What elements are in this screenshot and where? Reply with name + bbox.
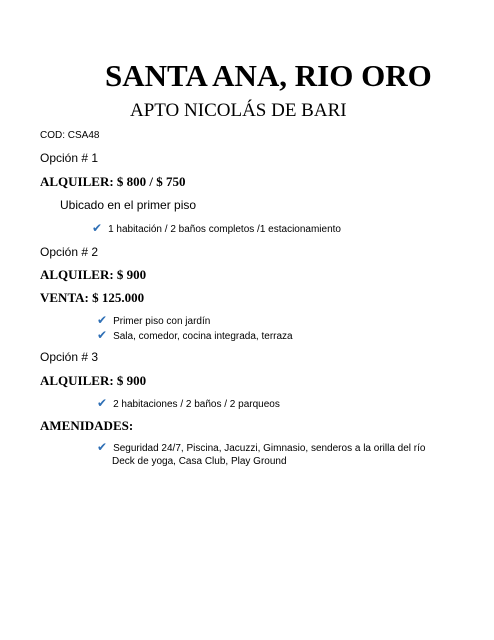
option1-rent: ALQUILER: $ 800 / $ 750 [40,174,186,189]
option2-sale: VENTA: $ 125.000 [40,290,145,305]
list-item-text: 2 habitaciones / 2 baños / 2 parqueos [113,399,280,410]
option1-heading: Opción # 1 [40,151,99,165]
amenities-heading: AMENIDADES: [40,418,134,433]
option1-item [92,221,341,235]
property-code: COD: CSA48 [40,130,100,141]
list-item-text: 1 habitación / 2 baños completos /1 estacionamiento [108,224,341,235]
option2-heading: Opción # 2 [40,245,99,259]
check-icon: ✔ [97,440,108,454]
option1-location: Ubicado en el primer piso [60,198,197,212]
option2-item [97,313,210,327]
amenities-line: Seguridad 24/7, Piscina, Jacuzzi, Gimnasio, senderos a la orilla del río [113,443,426,454]
check-icon: ✔ [97,313,108,327]
amenities-line-continued: Deck de yoga, Casa Club, Play Ground [112,456,287,467]
amenities-item [97,440,425,454]
page-subtitle: APTO NICOLÁS DE BARI [130,100,347,121]
list-item-text: Sala, comedor, cocina integrada, terraza [113,331,293,342]
option2-rent: ALQUILER: $ 900 [40,267,147,282]
page-title: SANTA ANA, RIO ORO [105,58,432,93]
option3-item [97,396,280,410]
check-icon: ✔ [97,328,108,342]
check-icon: ✔ [92,221,103,235]
option3-heading: Opción # 3 [40,350,99,364]
list-item-text: Primer piso con jardín [113,316,211,327]
option2-item [97,328,293,342]
option3-rent: ALQUILER: $ 900 [40,373,147,388]
check-icon: ✔ [97,396,108,410]
